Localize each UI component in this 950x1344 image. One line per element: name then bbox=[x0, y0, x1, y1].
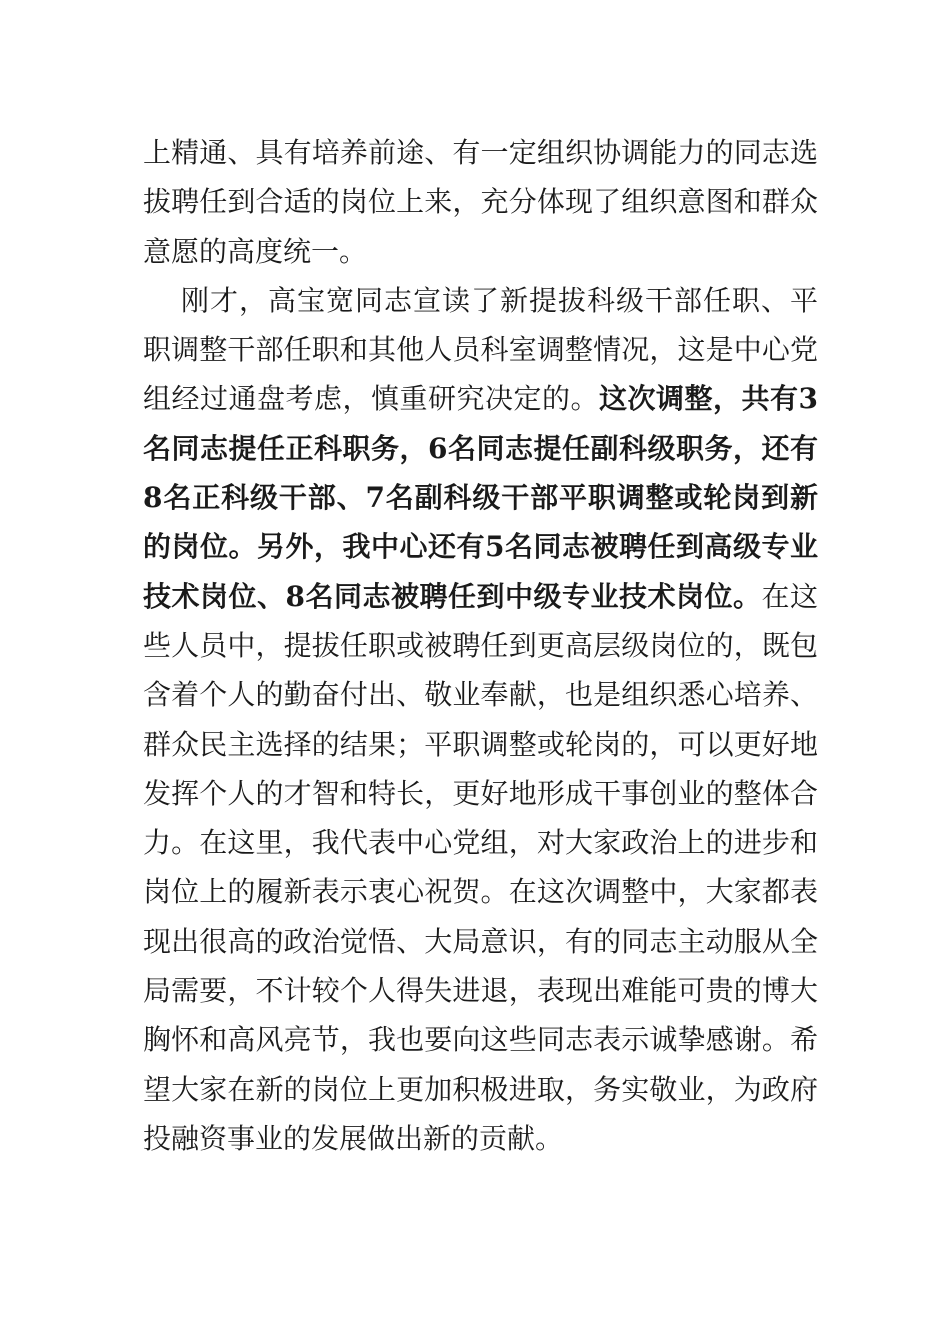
text-segment: 含着个人的勤奋付出、敬业奉献，也是组织悉心培养、 bbox=[143, 678, 818, 712]
text-line bbox=[143, 473, 818, 522]
text-segment: 职调整干部任职和其他人员科室调整情况，这是中心党 bbox=[143, 333, 818, 367]
text-line bbox=[143, 522, 818, 571]
text-line bbox=[143, 917, 818, 966]
text-segment: 现出很高的政治觉悟、大局意识，有的同志主动服从全 bbox=[143, 924, 818, 958]
bold-text-segment: 这次调整，共有3 bbox=[599, 382, 818, 416]
text-line bbox=[143, 572, 818, 621]
text-line bbox=[143, 424, 818, 473]
text-line bbox=[143, 227, 818, 276]
text-line bbox=[143, 769, 818, 818]
text-line bbox=[143, 1015, 818, 1064]
text-segment: 发挥个人的才智和特长，更好地形成干事创业的整体合 bbox=[143, 776, 818, 810]
body-text bbox=[143, 128, 818, 1163]
text-segment: 局需要，不计较个人得失进退，表现出难能可贵的博大 bbox=[143, 974, 818, 1008]
text-segment: 些人员中，提拔任职或被聘任到更高层级岗位的，既包 bbox=[143, 628, 818, 662]
text-segment: 拔聘任到合适的岗位上来，充分体现了组织意图和群众 bbox=[143, 185, 818, 219]
text-segment: 意愿的高度统一。 bbox=[143, 234, 368, 268]
text-segment: 刚才，高宝宽同志宣读了新提拔科级干部任职、平 bbox=[181, 283, 818, 317]
text-line bbox=[143, 374, 818, 423]
text-line bbox=[143, 1114, 818, 1163]
text-segment: 在这 bbox=[761, 579, 818, 613]
bold-text-segment: 的岗位。另外，我中心还有5名同志被聘任到高级专业 bbox=[143, 530, 818, 564]
text-segment: 上精通、具有培养前途、有一定组织协调能力的同志选 bbox=[143, 136, 818, 169]
text-line bbox=[143, 720, 818, 769]
text-line bbox=[143, 867, 818, 916]
bold-text-segment: 8名正科级干部、7名副科级干部平职调整或轮岗到新 bbox=[143, 481, 818, 515]
text-segment: 投融资事业的发展做出新的贡献。 bbox=[143, 1121, 564, 1155]
text-line bbox=[143, 966, 818, 1015]
bold-text-segment: 名同志提任正科职务，6名同志提任副科级职务，还有 bbox=[143, 431, 818, 465]
text-line bbox=[143, 177, 818, 226]
text-segment: 岗位上的履新表示衷心祝贺。在这次调整中，大家都表 bbox=[143, 875, 818, 909]
text-line bbox=[143, 670, 818, 719]
text-segment: 群众民主选择的结果；平职调整或轮岗的，可以更好地 bbox=[143, 727, 818, 761]
text-line bbox=[143, 276, 818, 325]
text-segment: 胸怀和高风亮节，我也要向这些同志表示诚挚感谢。希 bbox=[143, 1023, 818, 1057]
text-line bbox=[143, 818, 818, 867]
text-line bbox=[143, 128, 818, 177]
text-line bbox=[143, 1065, 818, 1114]
text-line bbox=[143, 621, 818, 670]
text-segment: 望大家在新的岗位上更加积极进取，务实敬业，为政府 bbox=[143, 1072, 818, 1106]
bold-text-segment: 技术岗位、8名同志被聘任到中级专业技术岗位。 bbox=[143, 579, 762, 613]
text-segment: 力。在这里，我代表中心党组，对大家政治上的进步和 bbox=[143, 826, 818, 860]
text-segment: 组经过通盘考虑，慎重研究决定的。 bbox=[143, 382, 600, 416]
text-line bbox=[143, 325, 818, 374]
